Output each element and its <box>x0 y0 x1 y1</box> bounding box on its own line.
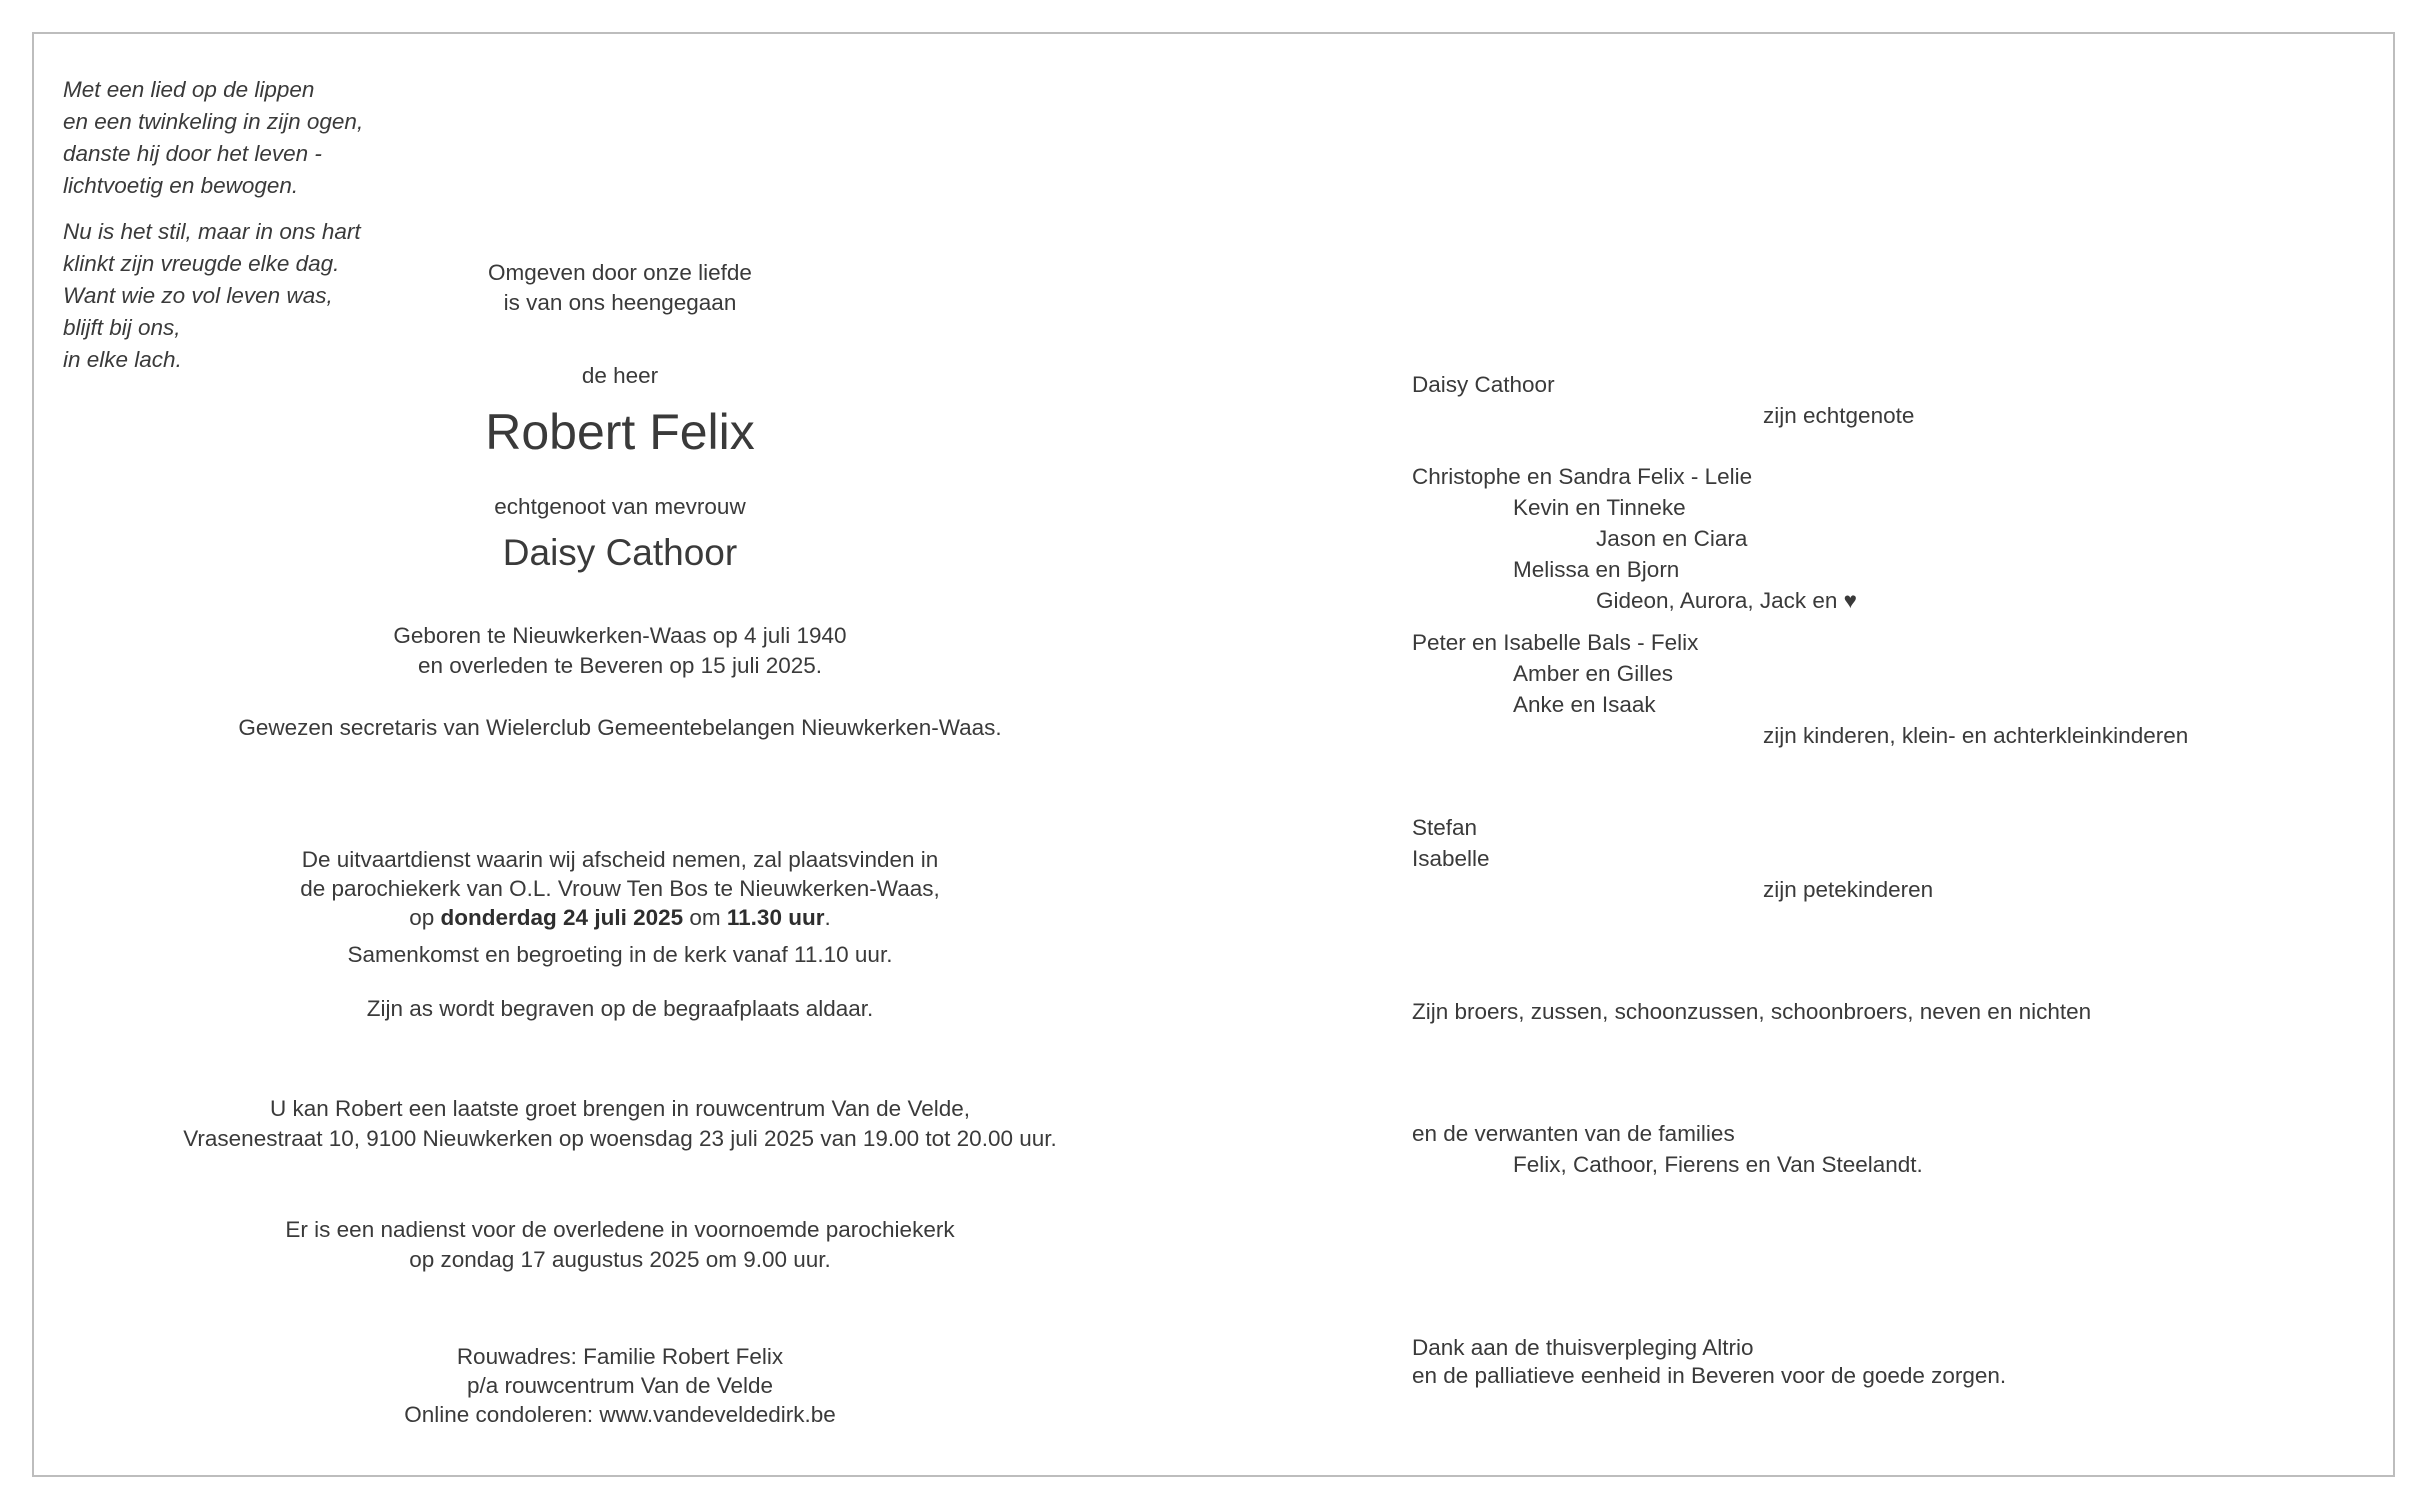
family-great-grandchild: Gideon, Aurora, Jack en ♥ <box>1596 588 1858 613</box>
life-dates <box>120 621 1120 681</box>
family-grandchild: Melissa en Bjorn <box>1513 557 1680 582</box>
memorial-line-1: Er is een nadienst voor de overledene in voornoemde parochiekerk <box>285 1217 955 1242</box>
thanks-line-1: Dank aan de thuisverpleging Altrio <box>1412 1335 1754 1360</box>
thanks-line-2: en de palliatieve eenheid in Beveren voor de goede zorgen. <box>1412 1363 2007 1388</box>
funeral-text: om <box>683 905 727 930</box>
family-siblings: Zijn broers, zussen, schoonzussen, schoonbroers, neven en nichten <box>1412 999 2092 1024</box>
thanks-note <box>1412 1334 2006 1390</box>
visit-line-1: U kan Robert een laatste groet brengen in rouwcentrum Van de Velde, <box>269 1096 971 1121</box>
spouse-name: Daisy Cathoor <box>502 532 738 573</box>
address-line-2: p/a rouwcentrum Van de Velde <box>466 1373 774 1398</box>
family-godchildren-label: zijn petekinderen <box>1763 877 1934 902</box>
spouse-intro: echtgenoot van mevrouw <box>494 494 746 519</box>
poem-line: en een twinkeling in zijn ogen, <box>63 109 364 134</box>
family-godchild: Stefan <box>1412 815 1478 840</box>
poem-line: Want wie zo vol leven was, <box>63 283 333 308</box>
family-child-1: Christophe en Sandra Felix - Lelie <box>1412 464 1753 489</box>
poem-stanza-1 <box>63 74 363 202</box>
funeral-time: 11.30 uur <box>726 905 825 930</box>
funeral-info <box>120 845 1120 932</box>
address-line-1: Rouwadres: Familie Robert Felix <box>456 1344 784 1369</box>
funeral-line-1: De uitvaartdienst waarin wij afscheid nemen, zal plaatsvinden in <box>301 847 939 872</box>
poem-line: blijft bij ons, <box>63 315 181 340</box>
poem-line: lichtvoetig en bewogen. <box>63 173 299 198</box>
gathering-line: Samenkomst en begroeting in de kerk vanaf 11.10 uur. <box>347 942 893 967</box>
death-line: en overleden te Beveren op 15 juli 2025. <box>417 653 823 678</box>
poem-line: klinkt zijn vreugde elke dag. <box>63 251 340 276</box>
visit-line-2: Vrasenestraat 10, 9100 Nieuwkerken op woensdag 23 juli 2025 van 19.00 tot 20.00 uur. <box>183 1126 1057 1151</box>
family-spouse-label: zijn echtgenote <box>1763 403 1915 428</box>
announcement-intro <box>120 258 1120 318</box>
family-godchild: Isabelle <box>1412 846 1490 871</box>
family-relatives-intro: en de verwanten van de families <box>1412 1121 1735 1146</box>
title-label: de heer <box>581 363 659 388</box>
role-line: Gewezen secretaris van Wielerclub Gemeentebelangen Nieuwkerken-Waas. <box>238 715 1002 740</box>
poem-line: Nu is het stil, maar in ons hart <box>63 219 361 244</box>
family-child-2: Peter en Isabelle Bals - Felix <box>1412 630 1699 655</box>
family-grandchild: Anke en Isaak <box>1513 692 1656 717</box>
family-grandchild: Amber en Gilles <box>1513 661 1674 686</box>
family-grandchild: Kevin en Tinneke <box>1513 495 1686 520</box>
funeral-text: op <box>409 905 441 930</box>
family-relatives: Felix, Cathoor, Fierens en Van Steelandt. <box>1513 1152 1923 1177</box>
funeral-text: . <box>824 905 831 930</box>
deceased-name: Robert Felix <box>485 404 755 460</box>
poem-line: danste hij door het leven - <box>63 141 322 166</box>
burial-line: Zijn as wordt begraven op de begraafplaats aldaar. <box>366 996 874 1021</box>
family-spouse: Daisy Cathoor <box>1412 372 1555 397</box>
family-children-label: zijn kinderen, klein- en achterkleinkinderen <box>1763 723 2189 748</box>
family-great-grandchild: Jason en Ciara <box>1596 526 1748 551</box>
memorial-info <box>120 1215 1120 1275</box>
mourning-address <box>120 1342 1120 1429</box>
funeral-line-3 <box>120 903 1120 932</box>
poem-line: Met een lied op de lippen <box>63 77 315 102</box>
birth-line: Geboren te Nieuwkerken-Waas op 4 juli 1940 <box>393 623 847 648</box>
poem-line: in elke lach. <box>63 347 182 372</box>
funeral-line-2: de parochiekerk van O.L. Vrouw Ten Bos te Nieuwkerken-Waas, <box>300 876 940 901</box>
intro-line-2: is van ons heengegaan <box>503 290 737 315</box>
condolence-link[interactable]: Online condoleren: www.vandeveldedirk.be <box>404 1402 836 1427</box>
intro-line-1: Omgeven door onze liefde <box>488 260 752 285</box>
memorial-line-2: op zondag 17 augustus 2025 om 9.00 uur. <box>409 1247 831 1272</box>
visit-info <box>120 1094 1120 1154</box>
funeral-date: donderdag 24 juli 2025 <box>440 905 684 930</box>
